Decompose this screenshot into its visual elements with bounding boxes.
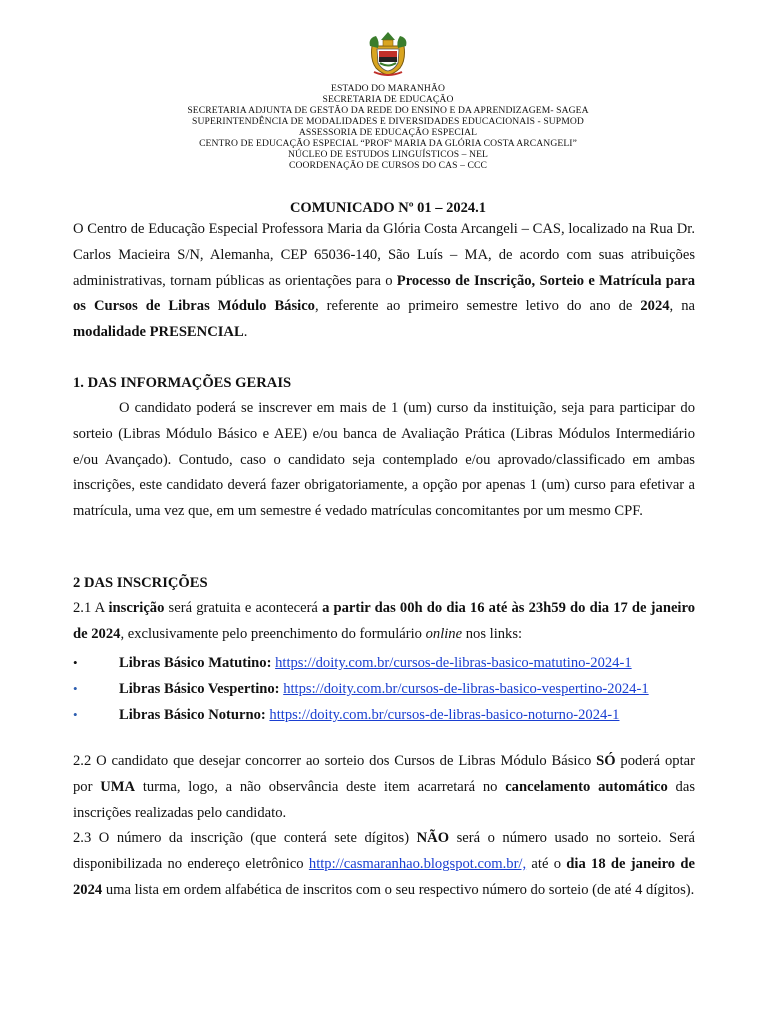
- header-line: SECRETARIA DE EDUCAÇÃO: [322, 94, 454, 105]
- registration-links-list: [73, 650, 713, 728]
- section-1-heading: 1. DAS INFORMAÇÕES GERAIS: [73, 375, 292, 391]
- evening-course-link[interactable]: https://doity.com.br/cursos-de-libras-basico-noturno-2024-1: [269, 707, 620, 723]
- list-item: [73, 650, 713, 676]
- institution-header: [0, 83, 768, 171]
- blog-link[interactable]: http://casmaranhao.blogspot.com.br/,: [308, 855, 527, 872]
- header-line: COORDENAÇÃO DE CURSOS DO CAS – CCC: [289, 160, 487, 171]
- link-label: Libras Básico Vespertino:: [119, 681, 280, 697]
- paragraph-2-3: 2.3 O número da inscrição (que conterá sete dígitos) NÃO será o número usado no sorteio. Será disponibilizada no endereço eletrônico http://casmaranhao.blogspot.com.br/, até o dia 18 de janeiro de 2024 uma lista em ordem alfabética de inscritos com o seu respectivo número do sorteio (de até 4 dígitos).: [73, 830, 695, 898]
- header-line: ASSESSORIA DE EDUCAÇÃO ESPECIAL: [298, 127, 478, 138]
- paragraph-2-1: 2.1 A inscrição será gratuita e acontecerá a partir das 00h do dia 16 até às 23h59 do dia 17 de janeiro de 2024, exclusivamente pelo preenchimento do formulário online nos links:: [73, 600, 695, 642]
- paragraph-2-2: 2.2 O candidato que desejar concorrer ao sorteio dos Cursos de Libras Módulo Básico SÓ poderá optar por UMA turma, logo, a não observância deste item acarretará no cancelamento automático das inscrições realizadas pelo candidato.: [73, 753, 695, 821]
- link-label: Libras Básico Matutino:: [119, 655, 272, 671]
- bullet-icon: •: [73, 655, 78, 670]
- section-1-text: O candidato poderá se inscrever em mais de 1 (um) curso da instituição, seja para participar do sorteio (Libras Módulo Básico e AEE) e/ou banca de Avaliação Prática (Libras Módulos Intermediário e/ou Avançado). Contudo, caso o candidato seja contemplado e/ou aprovado/classificado em ambas inscrições, este candidato deverá fazer obrigatoriamente, a opção por apenas 1 (um) curso para efetivar a matrícula, uma vez que, em um semestre é vedado matrículas concomitantes por um mesmo CPF.: [73, 400, 695, 520]
- afternoon-course-link[interactable]: https://doity.com.br/cursos-de-libras-basico-vespertino-2024-1: [283, 681, 649, 697]
- list-item: [73, 702, 713, 728]
- list-item: [73, 676, 713, 702]
- header-line: NÚCLEO DE ESTUDOS LINGUÍSTICOS – NEL: [288, 149, 488, 160]
- header-line: ESTADO DO MARANHÃO: [330, 83, 446, 94]
- header-line: SUPERINTENDÊNCIA DE MODALIDADES E DIVERSIDADES EDUCACIONAIS - SUPMOD: [192, 116, 584, 127]
- link-label: Libras Básico Noturno:: [119, 707, 266, 723]
- bullet-icon: •: [73, 707, 78, 722]
- morning-course-link[interactable]: https://doity.com.br/cursos-de-libras-basico-matutino-2024-1: [275, 655, 632, 671]
- header-line: CENTRO DE EDUCAÇÃO ESPECIAL “PROFª MARIA DA GLÓRIA COSTA ARCANGELI”: [199, 138, 577, 149]
- section-2-heading: 2 DAS INSCRIÇÕES: [73, 575, 208, 591]
- maranhao-coat-of-arms-icon: [366, 30, 410, 76]
- intro-paragraph: O Centro de Educação Especial Professora Maria da Glória Costa Arcangeli – CAS, localizado na Rua Dr. Carlos Macieira S/N, Alemanha, CEP 65036-140, São Luís – MA, de acordo com suas atribuições administrativas, tornam públicas as orientações para o Processo de Inscrição, Sorteio e Matrícula para os Cursos de Libras Módulo Básico, referente ao primeiro semestre letivo do ano de 2024, na modalidade PRESENCIAL.: [73, 221, 695, 341]
- document-title: COMUNICADO Nº 01 – 2024.1: [289, 200, 487, 216]
- bullet-icon: •: [73, 681, 78, 696]
- header-line: SECRETARIA ADJUNTA DE GESTÃO DA REDE DO ENSINO E DA APRENDIZAGEM- SAGEA: [187, 105, 589, 116]
